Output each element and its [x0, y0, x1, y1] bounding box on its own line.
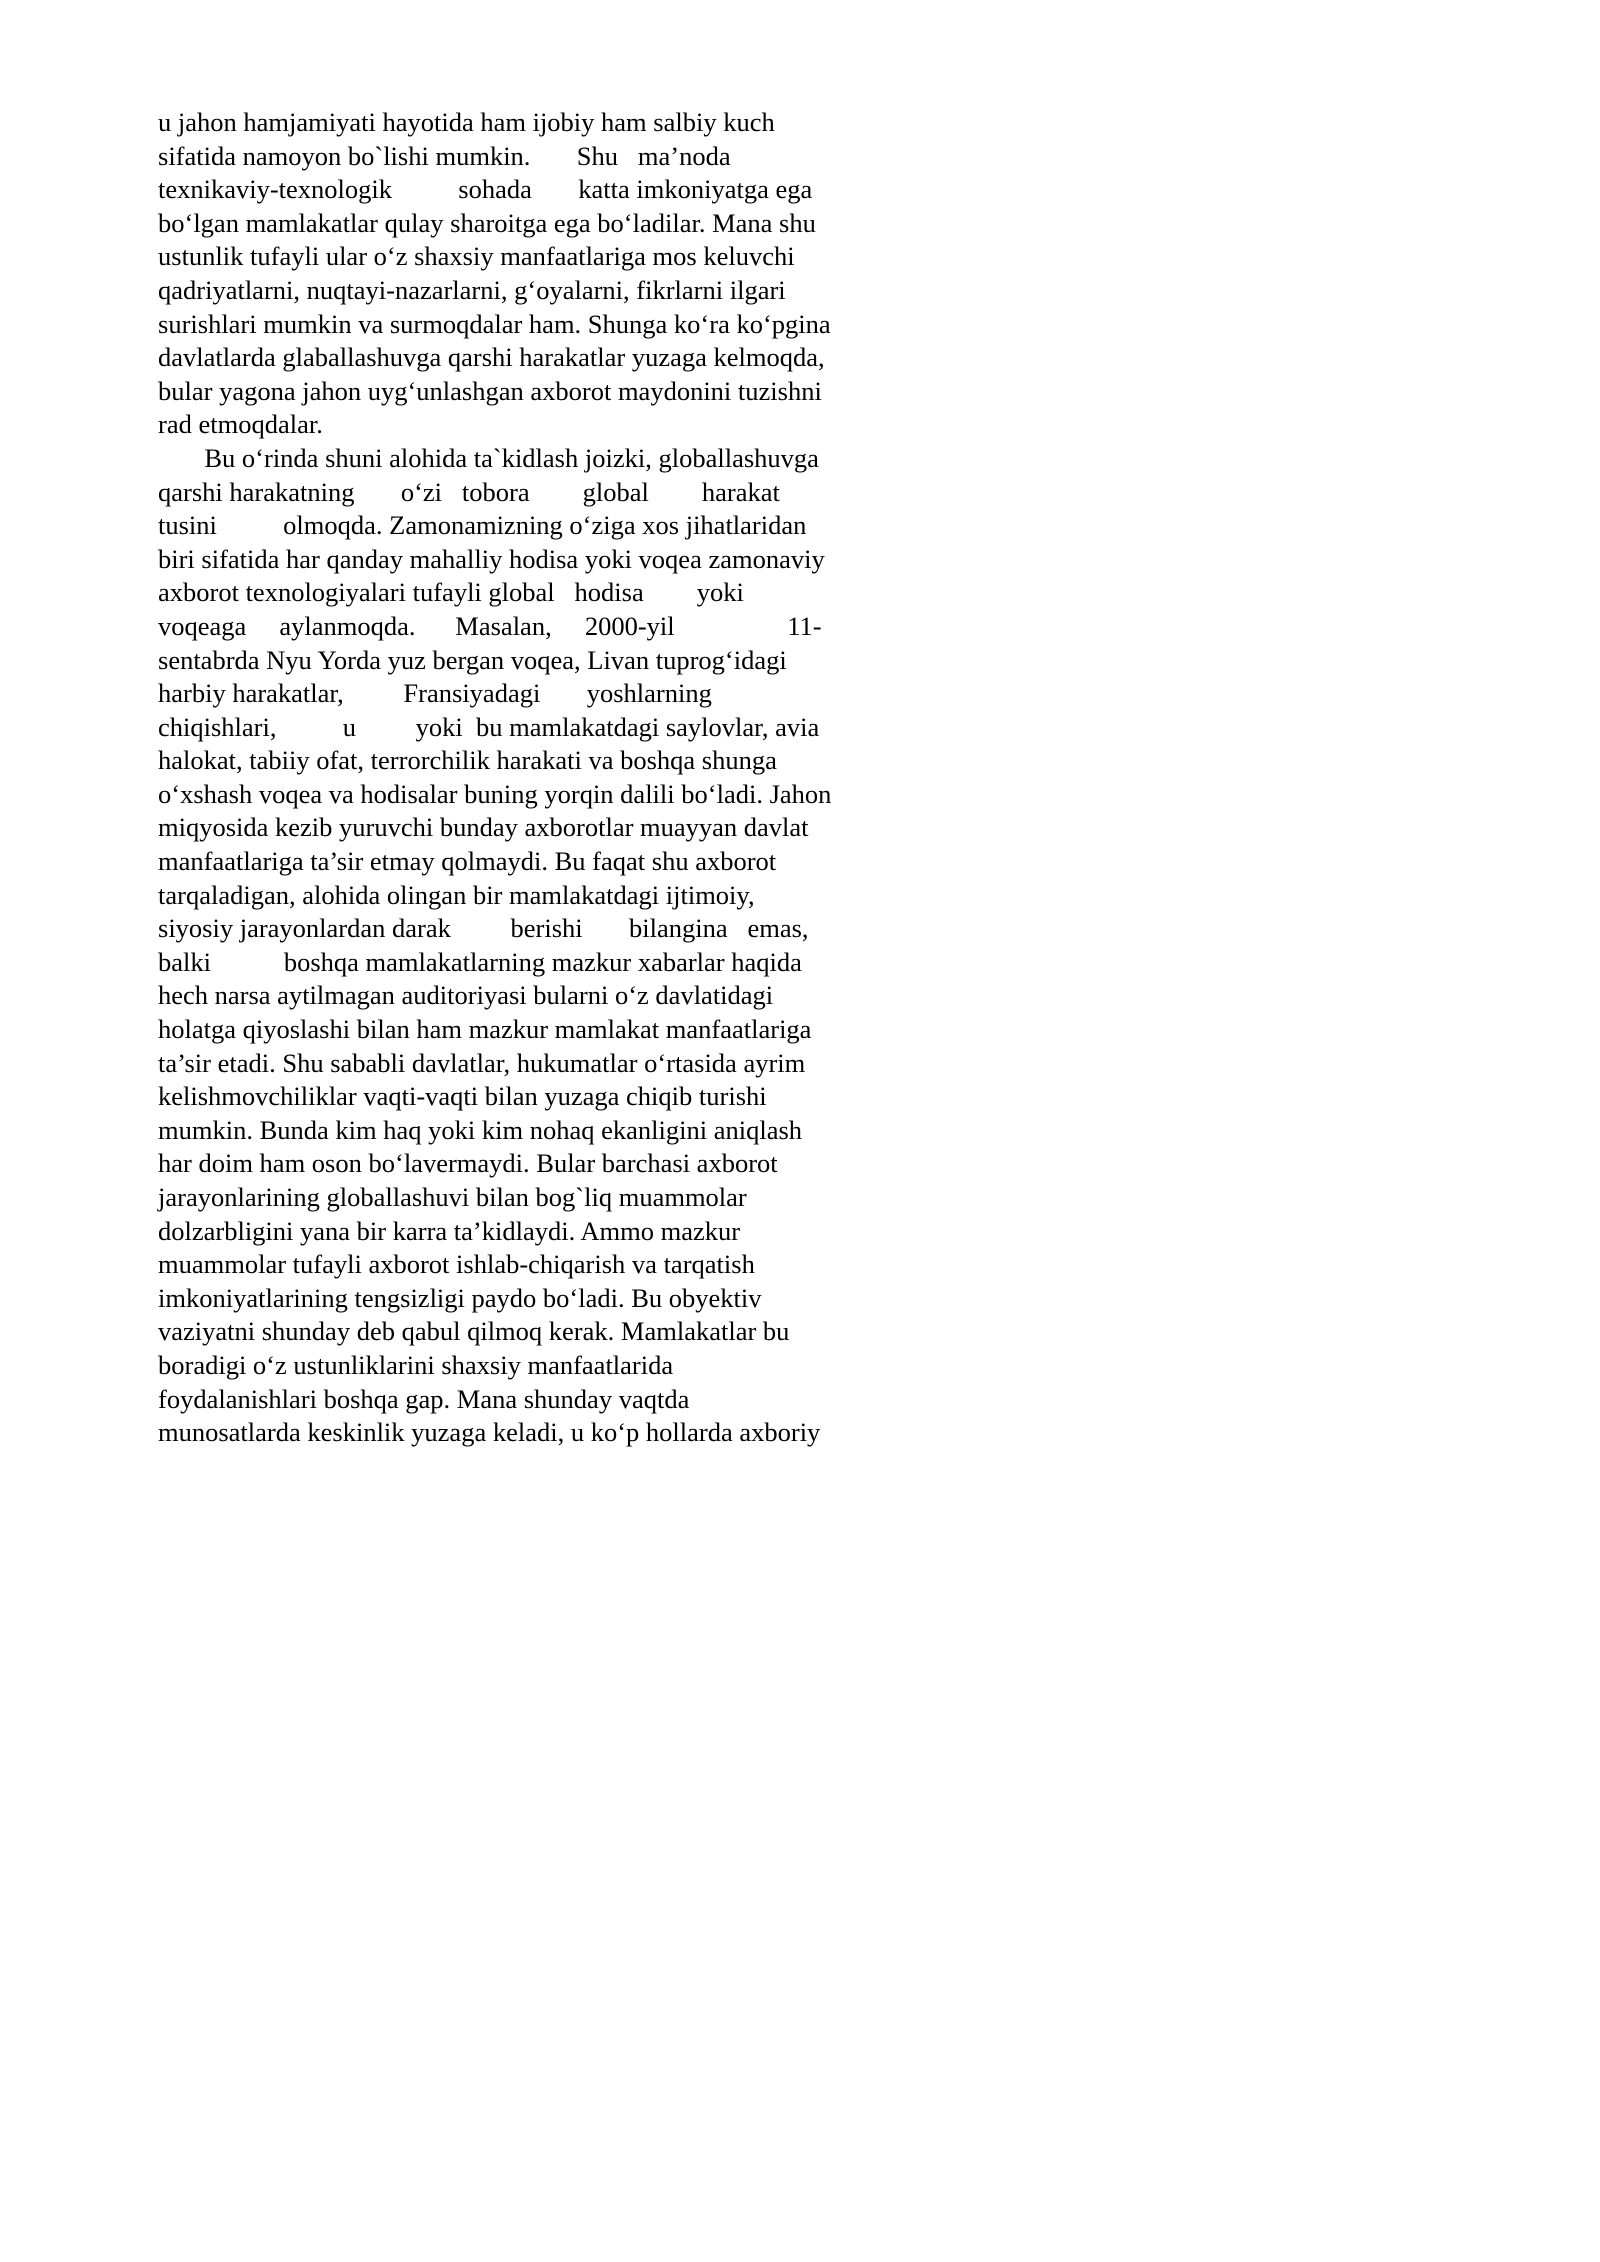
text-line: axborot texnologiyalari tufayli global hodisa yoki	[158, 577, 744, 608]
text-line: jarayonlarining globallashuvi bilan bog`liq muammolar	[158, 1182, 747, 1212]
text-line: tusini olmoqda. Zamonamizning o‘ziga xos jihatlaridan	[158, 510, 807, 541]
text-line: o‘xshash voqea va hodisalar buning yorqin dalili bo‘ladi. Jahon	[158, 778, 832, 809]
text-line: munosatlarda keskinlik yuzaga keladi, u ko‘p hollarda axboriy	[158, 1417, 821, 1448]
text-line: harbiy harakatlar, Fransiyadagi yoshlarning	[158, 678, 712, 709]
text-line: dolzarbligini yana bir karra ta’kidlaydi. Ammo mazkur	[158, 1215, 741, 1246]
text-line: foydalanishlari boshqa gap. Mana shunday vaqtda	[158, 1383, 690, 1414]
text-line: imkoniyatlarining tengsizligi paydo bo‘ladi. Bu obyektiv	[158, 1282, 762, 1313]
text-line: mumkin. Bunda kim haq yoki kim nohaq ekanligini aniqlash	[158, 1114, 803, 1145]
text-line: chiqishlari, u yoki bu mamlakatdagi saylovlar, avia	[158, 711, 820, 742]
text-line: halokat, tabiiy ofat, terrorchilik harakati va boshqa shunga	[158, 745, 777, 776]
text-line: qadriyatlarni, nuqtayi-nazarlarni, g‘oyalarni, fikrlarni ilgari	[158, 274, 786, 305]
text-line: tarqaladigan, alohida olingan bir mamlakatdagi ijtimoiy,	[158, 879, 755, 910]
body-text	[158, 106, 918, 1450]
text-line: surishlari mumkin va surmoqdalar ham. Shunga ko‘ra ko‘pgina	[158, 308, 831, 339]
text-line: davlatlarda glaballashuvga qarshi harakatlar yuzaga kelmoqda,	[158, 342, 825, 373]
text-line: holatga qiyoslashi bilan ham mazkur mamlakat manfaatlariga	[158, 1014, 812, 1045]
text-line: balki boshqa mamlakatlarning mazkur xabarlar haqida	[158, 946, 802, 977]
text-line: sentabrda Nyu Yorda yuz bergan voqea, Livan tuprog‘idagi	[158, 644, 787, 675]
text-line: manfaatlariga ta’sir etmay qolmaydi. Bu faqat shu axborot	[158, 846, 777, 877]
text-line: sifatida namoyon bo`lishi mumkin. Shu ma’noda	[158, 140, 731, 171]
text-line: siyosiy jarayonlardan darak berishi bilangina emas,	[158, 913, 809, 944]
text-line: u jahon hamjamiyati hayotida ham ijobiy ham salbiy kuch	[158, 107, 775, 137]
text-line: boradigi o‘z ustunliklarini shaxsiy manfaatlarida	[158, 1349, 674, 1380]
text-line: ustunlik tufayli ular o‘z shaxsiy manfaatlariga mos keluvchi	[158, 241, 795, 272]
text-line: hech narsa aytilmagan auditoriyasi bularni o‘z davlatidagi	[158, 980, 774, 1011]
text-line: muammolar tufayli axborot ishlab-chiqarish va tarqatish	[158, 1249, 755, 1280]
text-line: voqeaga aylanmoqda. Masalan, 2000-yil 11-	[158, 610, 822, 641]
text-line: bo‘lgan mamlakatlar qulay sharoitga ega bo‘ladilar. Mana shu	[158, 207, 816, 238]
text-line: bular yagona jahon uyg‘unlashgan axborot maydonini tuzishni	[158, 375, 822, 406]
document-page	[0, 0, 1100, 1555]
text-line: ta’sir etadi. Shu sababli davlatlar, hukumatlar o‘rtasida ayrim	[158, 1047, 806, 1078]
text-line: biri sifatida har qanday mahalliy hodisa yoki voqea zamonaviy	[158, 543, 825, 574]
text-line: texnikaviy-texnologik sohada katta imkoniyatga ega	[158, 174, 813, 205]
text-line: rad etmoqdalar.	[158, 409, 323, 440]
text-line: kelishmovchiliklar vaqti-vaqti bilan yuzaga chiqib turishi	[158, 1081, 767, 1112]
text-line: vaziyatni shunday deb qabul qilmoq kerak. Mamlakatlar bu	[158, 1316, 790, 1347]
text-line: Bu o‘rinda shuni alohida ta`kidlash joizki, globallashuvga	[158, 442, 819, 473]
text-line: miqyosida kezib yuruvchi bunday axborotlar muayyan davlat	[158, 812, 809, 843]
text-line: qarshi harakatning o‘zi tobora global harakat	[158, 476, 780, 507]
text-line: har doim ham oson bo‘lavermaydi. Bular barchasi axborot	[158, 1148, 778, 1179]
